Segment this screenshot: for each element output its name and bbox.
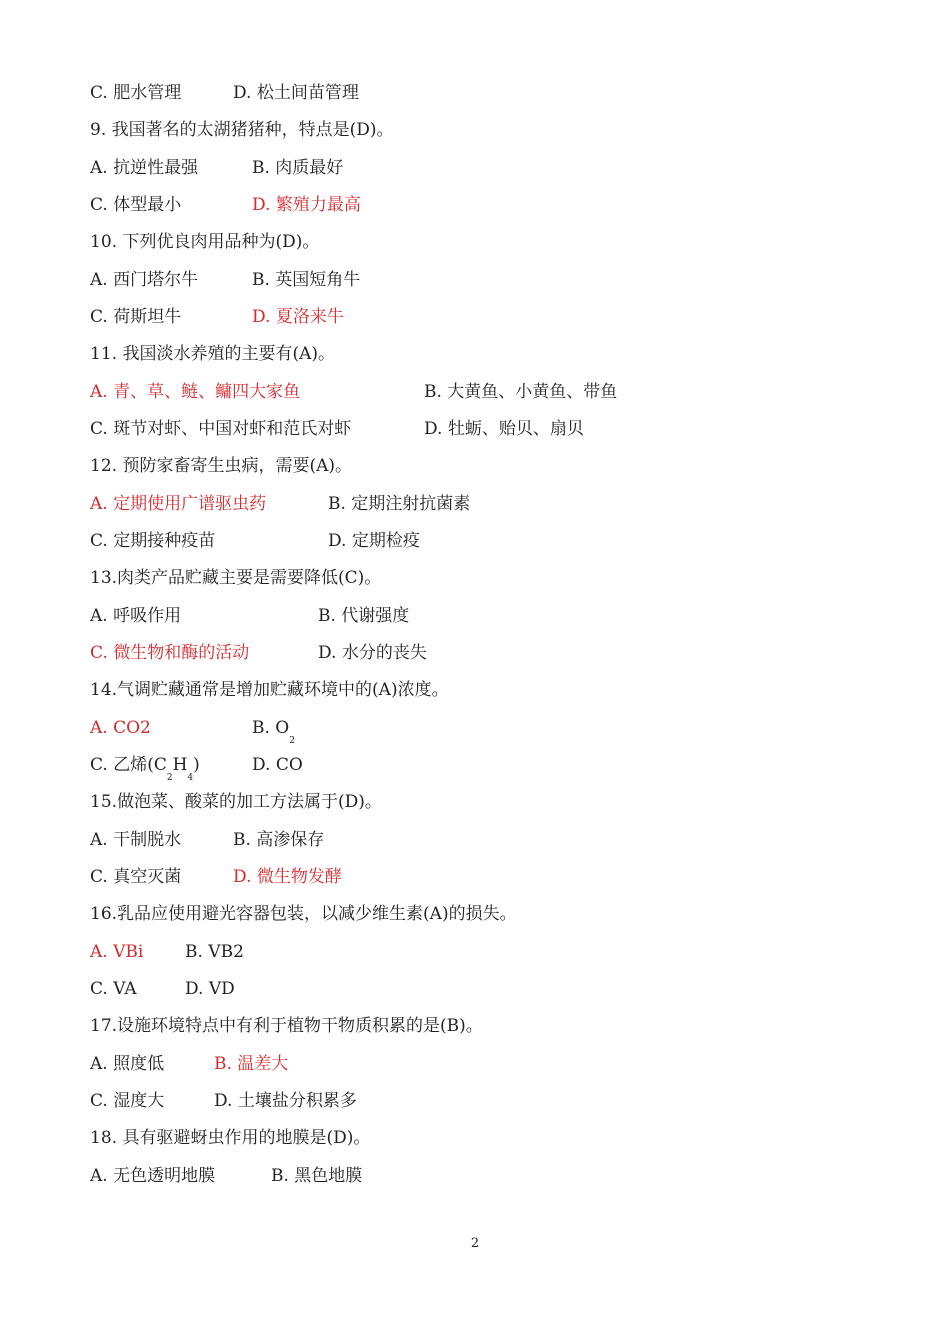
option-b: B. 英国短角牛	[252, 270, 361, 290]
question-10: 10. 下列优良肉用品种为(D)。	[90, 232, 320, 252]
option-b: B. 定期注射抗菌素	[328, 494, 471, 514]
option-c: C. 体型最小	[90, 195, 182, 215]
option-d: D. 牡蛎、贻贝、扇贝	[424, 419, 584, 439]
option-c: C. 斑节对虾、中国对虾和范氏对虾	[90, 419, 352, 439]
subscript: 2	[289, 736, 295, 746]
option-c: C. 湿度大	[90, 1091, 165, 1111]
option-c: C. 肥水管理	[90, 83, 182, 103]
option-a-answer: A. 定期使用广谱驱虫药	[90, 494, 267, 514]
option-c-pre: C. 乙烯(C	[90, 755, 167, 775]
question-17: 17.设施环境特点中有利于植物干物质积累的是(B)。	[90, 1016, 483, 1036]
option-d: D. 水分的丧失	[318, 643, 427, 663]
option-d: D. 定期检疫	[328, 531, 420, 551]
option-b: B. 大黄鱼、小黄鱼、带鱼	[424, 382, 618, 402]
question-18: 18. 具有驱避蚜虫作用的地膜是(D)。	[90, 1128, 371, 1148]
option-c: C. 真空灭菌	[90, 867, 182, 887]
option-d: D. VD	[185, 979, 235, 999]
option-d: D. CO	[252, 755, 303, 775]
option-b: B. 代谢强度	[318, 606, 410, 626]
option-a-answer: A. VBi	[90, 942, 144, 962]
option-c: C. VA	[90, 979, 137, 999]
subscript: 4	[187, 773, 194, 783]
option-b: B. VB2	[185, 942, 244, 962]
option-a: A. 干制脱水	[90, 830, 182, 850]
option-a: A. 照度低	[90, 1054, 165, 1074]
option-c	[90, 753, 200, 783]
option-c-mid: H	[172, 755, 188, 775]
option-b: B. 高渗保存	[233, 830, 325, 850]
option-d: D. 松土间苗管理	[233, 83, 359, 103]
question-11: 11. 我国淡水养殖的主要有(A)。	[90, 344, 335, 364]
option-b-text: B. O	[252, 718, 290, 738]
question-14: 14.气调贮藏通常是增加贮藏环境中的(A)浓度。	[90, 680, 449, 700]
option-d: D. 土壤盐分积累多	[214, 1091, 357, 1111]
option-b-answer: B. 温差大	[214, 1054, 289, 1074]
option-b	[252, 716, 295, 746]
question-12: 12. 预防家畜寄生虫病，需要(A)。	[90, 456, 352, 476]
option-b: B. 黑色地膜	[271, 1166, 363, 1186]
question-16: 16.乳品应使用避光容器包装，以减少维生素(A)的损失。	[90, 904, 517, 924]
option-b: B. 肉质最好	[252, 158, 344, 178]
option-a-answer: A. CO2	[90, 718, 151, 738]
subscript: 2	[166, 773, 173, 783]
page-number: 2	[470, 1236, 480, 1251]
question-9: 9. 我国著名的太湖猪猪种，特点是(D)。	[90, 120, 394, 140]
option-a-answer: A. 青、草、鲢、鳙四大家鱼	[90, 382, 301, 402]
option-c: C. 荷斯坦牛	[90, 307, 182, 327]
option-d-answer: D. 微生物发酵	[233, 867, 342, 887]
option-d-answer: D. 夏洛来牛	[252, 307, 344, 327]
question-15: 15.做泡菜、酸菜的加工方法属于(D)。	[90, 792, 382, 812]
option-c-answer: C. 微生物和酶的活动	[90, 643, 250, 663]
option-a: A. 呼吸作用	[90, 606, 182, 626]
option-a: A. 西门塔尔牛	[90, 270, 199, 290]
option-a: A. 抗逆性最强	[90, 158, 199, 178]
option-d-answer: D. 繁殖力最高	[252, 195, 361, 215]
option-c: C. 定期接种疫苗	[90, 531, 216, 551]
question-13: 13.肉类产品贮藏主要是需要降低(C)。	[90, 568, 382, 588]
option-a: A. 无色透明地膜	[90, 1166, 216, 1186]
option-c-post: )	[193, 755, 200, 775]
